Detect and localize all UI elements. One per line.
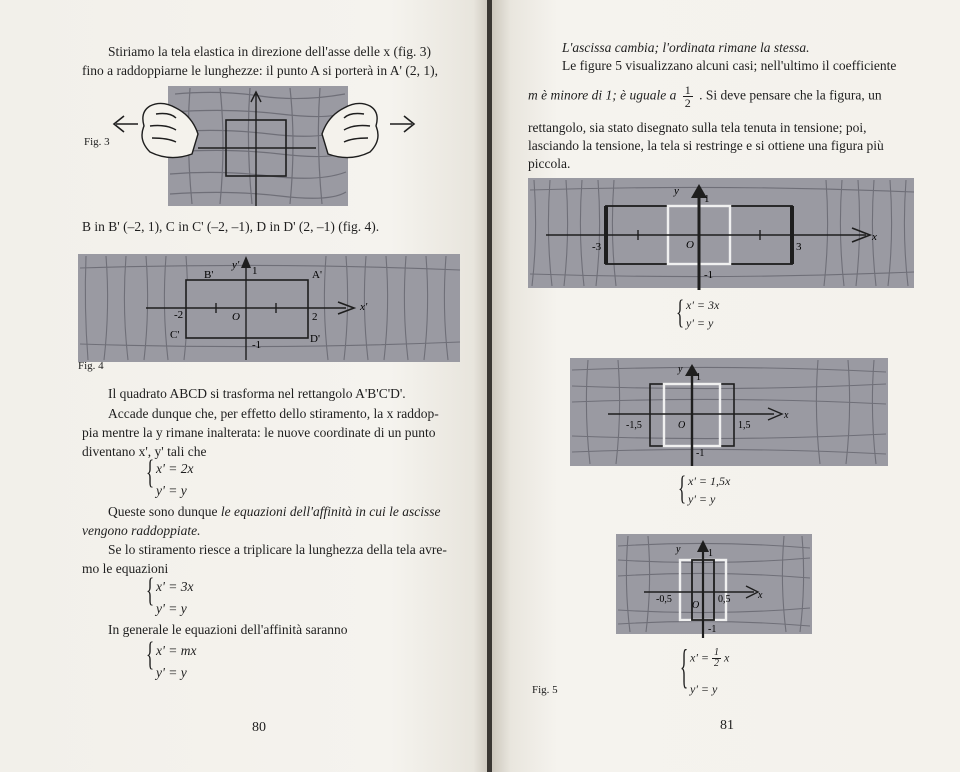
label-origin: O — [232, 311, 240, 323]
label-y: y — [676, 544, 681, 555]
paragraph-6-line-2: mo le equazioni — [82, 561, 169, 576]
label-c-prime: C' — [170, 329, 180, 341]
right-page — [492, 0, 960, 772]
paragraph-3: Il quadrato ABCD si trasforma nel rettangolo A'B'C'D'. — [108, 386, 406, 401]
figure-4 — [76, 248, 466, 364]
label-minus-one: -1 — [252, 339, 262, 351]
fig-4-label: Fig. 4 — [78, 360, 104, 372]
label-minus-one: -1 — [696, 448, 705, 459]
equation-5a-y: y' = y — [686, 316, 714, 330]
paragraph-2-line-2: m è minore di 1; è uguale a $\frac{1}{2}$ . Si deve pensare che la figura, un — [528, 83, 882, 110]
label-x: x — [784, 410, 789, 421]
fraction-one-half: $\frac{1}{2}$ — [684, 83, 691, 110]
equation-1-y: y' = y — [156, 483, 187, 498]
brace: { — [146, 454, 155, 491]
equation-5a-x: x' = 3x — [686, 298, 720, 312]
fig-3-label: Fig. 3 — [84, 136, 110, 148]
figure-5b — [568, 352, 892, 470]
label-one-five: 1,5 — [738, 420, 751, 431]
page-number-left: 80 — [252, 720, 266, 735]
label-one: 1 — [704, 193, 710, 205]
label-three: 3 — [796, 241, 802, 253]
label-two: 2 — [312, 311, 318, 323]
elastic-canvas — [528, 178, 914, 288]
figure-5c — [614, 530, 818, 640]
label-zero-five: 0,5 — [718, 594, 731, 605]
equation-3-x: x' = mx — [156, 643, 197, 658]
label-one: 1 — [252, 265, 258, 277]
label-minus-zero-five: -0,5 — [656, 594, 672, 605]
paragraph-2-line-1: Le figure 5 visualizzano alcuni casi; nell'ultimo il coefficiente — [562, 58, 897, 73]
equation-2-y: y' = y — [156, 601, 187, 616]
label-one: 1 — [696, 372, 701, 383]
equation-5b-y: y' = y — [688, 492, 716, 506]
paragraph-1-line-1: Stiriamo la tela elastica in direzione dell'asse delle x (fig. 3) — [108, 44, 431, 59]
paragraph-1-line-2: fino a raddoppiarne le lunghezze: il punto A si porterà in A' (2, 1), — [82, 63, 438, 78]
brace: { — [146, 572, 155, 609]
equation-5c-x: x' = $\frac{1}{2}$ x — [690, 647, 730, 669]
label-one: 1 — [708, 548, 713, 559]
label-minus-three: -3 — [592, 241, 602, 253]
paragraph-2-line-4: lasciando la tensione, la tela si restringe e si ottiene una figura più — [528, 138, 884, 153]
equation-1-x: x' = 2x — [156, 461, 194, 476]
label-x: x — [758, 590, 763, 601]
label-y-prime: y' — [232, 259, 240, 271]
brace: { — [680, 641, 689, 693]
label-minus-two: -2 — [174, 309, 184, 321]
equation-5c-y: y' = y — [690, 682, 718, 696]
paragraph-2-line-3: rettangolo, sia stato disegnato sulla tela tenuta in tensione; poi, — [528, 120, 867, 135]
figure-5a — [526, 176, 918, 292]
label-origin: O — [678, 420, 686, 431]
label-b-prime: B' — [204, 269, 214, 281]
label-minus-one: -1 — [708, 624, 717, 635]
equation-2-x: x' = 3x — [156, 579, 194, 594]
paragraph-2: B in B' (–2, 1), C in C' (–2, –1), D in D' (2, –1) (fig. 4). — [82, 219, 380, 234]
label-y: y — [674, 185, 679, 197]
label-a-prime: A' — [312, 269, 322, 281]
brace: { — [678, 470, 687, 507]
paragraph-5-line-1: Queste sono dunque le equazioni dell'affinità in cui le ascisse — [108, 504, 441, 519]
equation-3-y: y' = y — [156, 665, 187, 680]
label-d-prime: D' — [310, 333, 320, 345]
rectangle-a-b-c-d-prime — [186, 280, 308, 338]
label-y: y — [678, 364, 683, 375]
paragraph-4-line-1: Accade dunque che, per effetto dello stiramento, la x raddop- — [108, 406, 439, 421]
figure-3 — [80, 82, 440, 212]
brace: { — [146, 636, 155, 673]
label-x: x — [872, 231, 877, 243]
paragraph-7: In generale le equazioni dell'affinità saranno — [108, 622, 348, 637]
paragraph-1: L'ascissa cambia; l'ordinata rimane la stessa. — [562, 40, 810, 55]
label-minus-one: -1 — [704, 269, 714, 281]
label-x-prime: x' — [360, 301, 368, 313]
brace: { — [676, 294, 685, 331]
fig-5-label: Fig. 5 — [532, 684, 558, 696]
label-minus-one-five: -1,5 — [626, 420, 642, 431]
equation-5b-x: x' = 1,5x — [688, 474, 731, 488]
paragraph-5-line-2: vengono raddoppiate. — [82, 523, 201, 538]
page-number-right: 81 — [720, 718, 734, 733]
paragraph-6-line-1: Se lo stiramento riesce a triplicare la lunghezza della tela avre- — [108, 542, 447, 557]
label-origin: O — [686, 239, 694, 251]
label-origin: O — [692, 600, 700, 611]
paragraph-4-line-3: diventano x', y' tali che — [82, 444, 207, 459]
paragraph-4-line-2: pia mentre la y rimane inalterata: le nuove coordinate di un punto — [82, 425, 436, 440]
paragraph-2-line-5: piccola. — [528, 156, 571, 171]
